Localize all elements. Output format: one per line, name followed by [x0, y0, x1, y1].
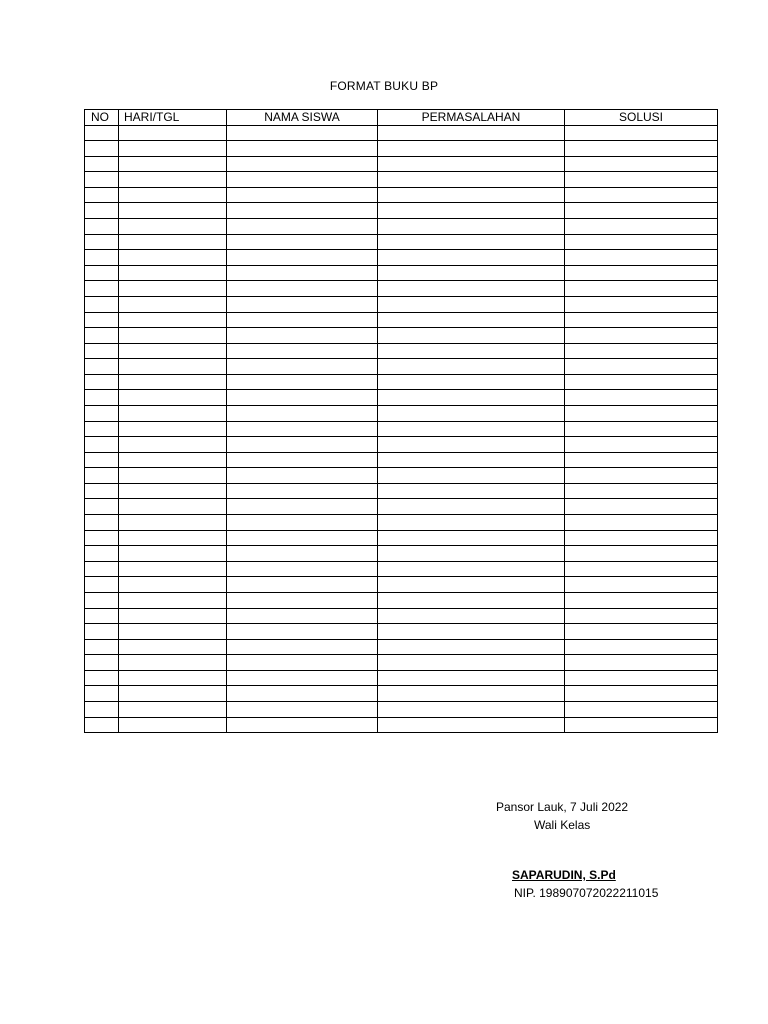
table-cell: [227, 405, 378, 421]
table-cell: [119, 312, 227, 328]
table-cell: [227, 312, 378, 328]
table-cell: [378, 219, 565, 235]
table-cell: [378, 328, 565, 344]
table-cell: [565, 499, 718, 515]
table-row: [85, 172, 718, 188]
table-cell: [85, 561, 119, 577]
table-cell: [119, 328, 227, 344]
table-cell: [85, 234, 119, 250]
table-cell: [565, 390, 718, 406]
table-cell: [565, 717, 718, 733]
table-cell: [227, 655, 378, 671]
table-cell: [378, 125, 565, 141]
table-cell: [227, 390, 378, 406]
table-cell: [227, 343, 378, 359]
table-cell: [119, 639, 227, 655]
table-cell: [378, 530, 565, 546]
table-cell: [378, 281, 565, 297]
table-cell: [85, 468, 119, 484]
signature-place-date: Pansor Lauk, 7 Juli 2022: [496, 800, 629, 814]
signature-role: Wali Kelas: [534, 818, 591, 832]
table-row: [85, 405, 718, 421]
table-row: [85, 701, 718, 717]
table-cell: [378, 203, 565, 219]
table-cell: [85, 203, 119, 219]
table-cell: [119, 686, 227, 702]
table-cell: [119, 717, 227, 733]
column-header-hari-tgl: HARI/TGL: [119, 110, 227, 126]
table-cell: [85, 717, 119, 733]
table-cell: [565, 141, 718, 157]
table-row: [85, 359, 718, 375]
table-cell: [85, 546, 119, 562]
table-cell: [227, 234, 378, 250]
table-row: [85, 374, 718, 390]
table-row: [85, 125, 718, 141]
table-cell: [85, 515, 119, 531]
table-cell: [565, 639, 718, 655]
table-cell: [119, 624, 227, 640]
table-cell: [227, 203, 378, 219]
table-cell: [565, 312, 718, 328]
table-cell: [119, 390, 227, 406]
table-cell: [227, 561, 378, 577]
table-cell: [85, 701, 119, 717]
table-cell: [565, 234, 718, 250]
table-body: [85, 125, 718, 733]
table-cell: [565, 483, 718, 499]
table-cell: [119, 592, 227, 608]
table-cell: [119, 608, 227, 624]
table-row: [85, 437, 718, 453]
table-cell: [85, 312, 119, 328]
table-cell: [378, 483, 565, 499]
table-cell: [119, 421, 227, 437]
table-cell: [565, 530, 718, 546]
table-cell: [227, 624, 378, 640]
table-cell: [378, 577, 565, 593]
table-cell: [565, 343, 718, 359]
table-cell: [227, 281, 378, 297]
table-cell: [227, 468, 378, 484]
table-cell: [85, 421, 119, 437]
table-cell: [85, 328, 119, 344]
table-cell: [85, 374, 119, 390]
table-cell: [227, 530, 378, 546]
table-cell: [119, 156, 227, 172]
table-row: [85, 468, 718, 484]
table-row: [85, 234, 718, 250]
table-row: [85, 156, 718, 172]
column-header-permasalahan: PERMASALAHAN: [378, 110, 565, 126]
table-row: [85, 577, 718, 593]
table-row: [85, 452, 718, 468]
table-cell: [378, 172, 565, 188]
table-cell: [378, 452, 565, 468]
table-cell: [119, 265, 227, 281]
table-cell: [227, 296, 378, 312]
table-cell: [565, 515, 718, 531]
table-cell: [119, 405, 227, 421]
table-cell: [85, 608, 119, 624]
table-row: [85, 483, 718, 499]
bp-record-table: [84, 109, 718, 733]
table-row: [85, 281, 718, 297]
table-cell: [227, 125, 378, 141]
table-cell: [378, 499, 565, 515]
table-cell: [378, 250, 565, 266]
table-cell: [227, 172, 378, 188]
table-row: [85, 546, 718, 562]
table-cell: [378, 624, 565, 640]
table-cell: [85, 639, 119, 655]
table-cell: [85, 655, 119, 671]
table-cell: [565, 203, 718, 219]
table-cell: [85, 219, 119, 235]
table-cell: [227, 250, 378, 266]
table-cell: [565, 281, 718, 297]
table-row: [85, 655, 718, 671]
table-cell: [378, 608, 565, 624]
table-cell: [85, 499, 119, 515]
table-row: [85, 312, 718, 328]
table-cell: [119, 499, 227, 515]
table-cell: [227, 437, 378, 453]
table-cell: [119, 701, 227, 717]
table-cell: [565, 546, 718, 562]
table-row: [85, 717, 718, 733]
table-cell: [227, 717, 378, 733]
table-cell: [227, 421, 378, 437]
table-cell: [85, 577, 119, 593]
table-row: [85, 639, 718, 655]
table-cell: [119, 125, 227, 141]
table-cell: [85, 624, 119, 640]
table-cell: [227, 187, 378, 203]
table-cell: [119, 577, 227, 593]
table-cell: [85, 670, 119, 686]
table-row: [85, 561, 718, 577]
table-cell: [565, 265, 718, 281]
table-cell: [565, 577, 718, 593]
table-cell: [565, 328, 718, 344]
table-row: [85, 421, 718, 437]
table-cell: [85, 452, 119, 468]
table-row: [85, 670, 718, 686]
table-cell: [565, 655, 718, 671]
table-cell: [85, 172, 119, 188]
table-cell: [119, 468, 227, 484]
table-cell: [119, 655, 227, 671]
table-cell: [378, 156, 565, 172]
table-cell: [565, 468, 718, 484]
table-cell: [227, 328, 378, 344]
table-cell: [85, 187, 119, 203]
table-cell: [565, 405, 718, 421]
table-cell: [85, 156, 119, 172]
table-cell: [565, 561, 718, 577]
table-cell: [85, 530, 119, 546]
table-cell: [227, 483, 378, 499]
table-cell: [378, 405, 565, 421]
table-cell: [227, 265, 378, 281]
table-row: [85, 686, 718, 702]
table-cell: [119, 187, 227, 203]
table-cell: [119, 172, 227, 188]
table-row: [85, 624, 718, 640]
table-cell: [119, 530, 227, 546]
table-cell: [565, 592, 718, 608]
table-cell: [85, 686, 119, 702]
table-cell: [227, 156, 378, 172]
table-cell: [85, 125, 119, 141]
table-cell: [565, 219, 718, 235]
table-cell: [565, 686, 718, 702]
table-row: [85, 592, 718, 608]
table-cell: [85, 250, 119, 266]
table-row: [85, 250, 718, 266]
table-cell: [119, 546, 227, 562]
table-cell: [378, 234, 565, 250]
table-cell: [378, 374, 565, 390]
table-cell: [378, 187, 565, 203]
table-cell: [378, 655, 565, 671]
table-cell: [565, 608, 718, 624]
table-row: [85, 608, 718, 624]
table-row: [85, 203, 718, 219]
table-cell: [227, 452, 378, 468]
table-cell: [227, 592, 378, 608]
table-cell: [119, 515, 227, 531]
table-cell: [378, 717, 565, 733]
table-row: [85, 530, 718, 546]
table-cell: [227, 686, 378, 702]
table-cell: [565, 156, 718, 172]
table-cell: [119, 219, 227, 235]
table-cell: [119, 203, 227, 219]
table-cell: [85, 405, 119, 421]
table-cell: [378, 701, 565, 717]
table-cell: [85, 437, 119, 453]
table-cell: [227, 141, 378, 157]
table-row: [85, 343, 718, 359]
table-header-row: [85, 110, 718, 126]
table-row: [85, 141, 718, 157]
table-cell: [565, 374, 718, 390]
table-cell: [378, 437, 565, 453]
table-cell: [378, 515, 565, 531]
table-row: [85, 390, 718, 406]
table-cell: [565, 701, 718, 717]
table-row: [85, 219, 718, 235]
table-cell: [378, 312, 565, 328]
table-cell: [85, 296, 119, 312]
table-row: [85, 515, 718, 531]
table-cell: [119, 141, 227, 157]
table-cell: [227, 608, 378, 624]
table-cell: [565, 296, 718, 312]
table-cell: [378, 296, 565, 312]
table-cell: [85, 592, 119, 608]
table-cell: [565, 421, 718, 437]
table-cell: [227, 639, 378, 655]
table-cell: [378, 639, 565, 655]
table-cell: [378, 390, 565, 406]
table-cell: [227, 546, 378, 562]
table-cell: [227, 577, 378, 593]
table-cell: [227, 701, 378, 717]
column-header-no: NO: [85, 110, 119, 126]
table-cell: [565, 624, 718, 640]
table-cell: [565, 437, 718, 453]
table-cell: [565, 359, 718, 375]
table-cell: [119, 234, 227, 250]
table-row: [85, 265, 718, 281]
table-cell: [85, 359, 119, 375]
table-cell: [378, 670, 565, 686]
column-header-nama-siswa: NAMA SISWA: [227, 110, 378, 126]
table-cell: [565, 250, 718, 266]
table-row: [85, 296, 718, 312]
table-cell: [227, 359, 378, 375]
page-title: FORMAT BUKU BP: [329, 79, 439, 93]
table-cell: [378, 561, 565, 577]
table-cell: [119, 281, 227, 297]
table-cell: [378, 686, 565, 702]
table-cell: [119, 452, 227, 468]
table-cell: [378, 421, 565, 437]
table-cell: [227, 670, 378, 686]
table-cell: [119, 561, 227, 577]
table-cell: [119, 483, 227, 499]
table-cell: [227, 374, 378, 390]
table-cell: [227, 499, 378, 515]
table-cell: [119, 670, 227, 686]
table-cell: [85, 343, 119, 359]
table-cell: [378, 265, 565, 281]
table-cell: [85, 281, 119, 297]
table-cell: [119, 296, 227, 312]
table-cell: [565, 670, 718, 686]
table-cell: [565, 187, 718, 203]
table-cell: [565, 172, 718, 188]
table-cell: [85, 390, 119, 406]
table-cell: [565, 452, 718, 468]
table-row: [85, 499, 718, 515]
table-cell: [378, 343, 565, 359]
table-cell: [119, 437, 227, 453]
table-cell: [85, 265, 119, 281]
table-cell: [378, 141, 565, 157]
table-cell: [85, 141, 119, 157]
table-cell: [378, 359, 565, 375]
table-cell: [119, 374, 227, 390]
table-cell: [565, 125, 718, 141]
table-row: [85, 328, 718, 344]
table-cell: [119, 359, 227, 375]
table-row: [85, 187, 718, 203]
table-cell: [119, 343, 227, 359]
signature-nip: NIP. 198907072022211015: [514, 886, 659, 900]
column-header-solusi: SOLUSI: [565, 110, 718, 126]
table-cell: [119, 250, 227, 266]
table-cell: [85, 483, 119, 499]
table-cell: [227, 219, 378, 235]
table-cell: [378, 592, 565, 608]
table-cell: [227, 515, 378, 531]
table-cell: [378, 546, 565, 562]
signature-name: SAPARUDIN, S.Pd: [512, 868, 616, 882]
table-cell: [378, 468, 565, 484]
